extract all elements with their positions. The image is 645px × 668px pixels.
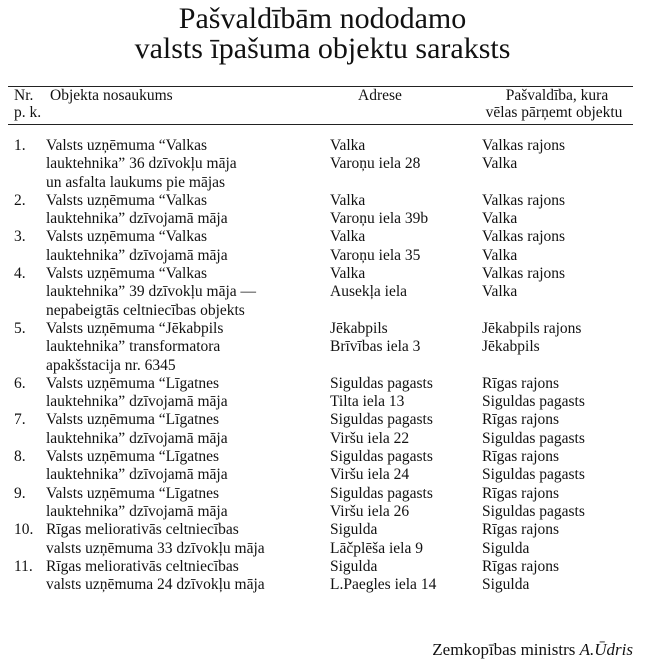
object-municipality: Siguldas pagasts: [482, 466, 585, 484]
object-municipality: Valka: [482, 283, 518, 301]
object-address: Viršu iela 24: [330, 466, 410, 484]
object-municipality: Siguldas pagasts: [482, 502, 585, 520]
table-row-line: [0, 155, 645, 173]
table-row: [0, 265, 645, 320]
row-number: 11.: [14, 557, 33, 575]
header-address: Adrese: [358, 87, 402, 104]
object-name: Valsts uzņēmuma “Valkas: [46, 265, 207, 283]
object-name: nepabeigtās celtniecības objekts: [46, 301, 245, 319]
header-nr: Nr.: [14, 87, 34, 104]
object-municipality: Sigulda: [482, 576, 530, 594]
object-municipality: Siguldas pagasts: [482, 429, 585, 447]
object-municipality: Valka: [482, 246, 518, 264]
table-row: [0, 558, 645, 595]
table-row-line: [0, 375, 645, 393]
table-row-line: [0, 540, 645, 558]
object-name: lauktehnika” dzīvojamā māja: [46, 210, 228, 228]
table-row-line: [0, 357, 645, 375]
object-municipality: Rīgas rajons: [482, 448, 560, 466]
table-row: [0, 320, 645, 375]
object-address: Jēkabpils: [330, 319, 388, 337]
object-address: Ausekļa iela: [330, 283, 408, 301]
row-number: 5.: [14, 319, 26, 337]
table-row-line: [0, 137, 645, 155]
table-row-line: [0, 411, 645, 429]
object-name: Valsts uzņēmuma “Līgatnes: [46, 484, 220, 502]
object-address: Brīvības iela 3: [330, 338, 421, 356]
table-row: [0, 448, 645, 485]
object-name: Valsts uzņēmuma “Valkas: [46, 191, 207, 209]
object-municipality: Jēkabpils: [482, 338, 540, 356]
signature: [432, 640, 633, 660]
object-address: Lāčplēša iela 9: [330, 539, 423, 557]
object-name: lauktehnika” dzīvojamā māja: [46, 429, 228, 447]
object-address: Siguldas pagasts: [330, 448, 433, 466]
object-name: lauktehnika” transformatora: [46, 338, 221, 356]
table-row: [0, 375, 645, 412]
table-row-line: [0, 320, 645, 338]
object-name: Valsts uzņēmuma “Līgatnes: [46, 374, 220, 392]
row-number: 3.: [14, 228, 26, 246]
table-row-line: [0, 338, 645, 356]
object-address: Siguldas pagasts: [330, 411, 433, 429]
signature-title: Zemkopības ministrs: [432, 640, 576, 659]
object-name: un asfalta laukums pie mājas: [46, 173, 226, 191]
object-municipality: Valkas rajons: [482, 137, 566, 154]
table-row: [0, 137, 645, 192]
table-row-line: [0, 228, 645, 246]
object-address: Valka: [330, 191, 366, 209]
object-name: valsts uzņēmuma 24 dzīvokļu māja: [46, 576, 265, 594]
object-address: Siguldas pagasts: [330, 484, 433, 502]
table-row-line: [0, 558, 645, 576]
object-name: lauktehnika” 36 dzīvokļu māja: [46, 155, 237, 173]
objects-table: [0, 137, 645, 594]
object-address: Sigulda: [330, 557, 378, 575]
header-municipality-line-1: Pašvaldība, kura: [505, 87, 609, 104]
object-municipality: Rīgas rajons: [482, 411, 560, 429]
object-name: Valsts uzņēmuma “Valkas: [46, 137, 207, 154]
object-address: Varoņu iela 39b: [330, 210, 429, 228]
object-address: L.Paegles iela 14: [330, 576, 437, 594]
table-row: [0, 411, 645, 448]
header-pk: p. k.: [14, 104, 42, 121]
object-municipality: Siguldas pagasts: [482, 393, 585, 411]
object-name: lauktehnika” dzīvojamā māja: [46, 466, 228, 484]
header-bottom-rule: [8, 124, 633, 125]
object-municipality: Sigulda: [482, 539, 530, 557]
object-address: Viršu iela 22: [330, 429, 410, 447]
object-name: Valsts uzņēmuma “Jēkabpils: [46, 319, 224, 337]
object-municipality: Rīgas rajons: [482, 557, 560, 575]
object-name: apakšstacija nr. 6345: [46, 356, 176, 374]
table-row-line: [0, 192, 645, 210]
object-municipality: Rīgas rajons: [482, 484, 560, 502]
object-municipality: Rīgas rajons: [482, 521, 560, 539]
object-municipality: Valkas rajons: [482, 265, 566, 283]
object-name: Valsts uzņēmuma “Valkas: [46, 228, 207, 246]
row-number: 4.: [14, 265, 26, 283]
object-name: lauktehnika” dzīvojamā māja: [46, 246, 228, 264]
object-municipality: Valkas rajons: [482, 191, 566, 209]
table-row-line: [0, 430, 645, 448]
object-name: lauktehnika” dzīvojamā māja: [46, 393, 228, 411]
object-name: Valsts uzņēmuma “Līgatnes: [46, 448, 220, 466]
object-address: Siguldas pagasts: [330, 374, 433, 392]
row-number: 10.: [14, 521, 34, 539]
object-municipality: Valkas rajons: [482, 228, 566, 246]
table-row-line: [0, 174, 645, 192]
object-address: Viršu iela 26: [330, 502, 410, 520]
table-row: [0, 192, 645, 229]
table-row-line: [0, 247, 645, 265]
row-number: 7.: [14, 411, 26, 429]
object-name: lauktehnika” dzīvojamā māja: [46, 502, 228, 520]
table-row-line: [0, 210, 645, 228]
row-number: 2.: [14, 191, 26, 209]
table-row-line: [0, 448, 645, 466]
object-municipality: Rīgas rajons: [482, 374, 560, 392]
object-address: Valka: [330, 137, 366, 154]
object-name: valsts uzņēmuma 33 dzīvokļu māja: [46, 539, 265, 557]
title-line-1: Pašvaldībām nododamo: [178, 2, 467, 35]
minister-name: A.Ūdris: [579, 640, 633, 659]
table-row-line: [0, 466, 645, 484]
object-address: Varoņu iela 35: [330, 246, 421, 264]
object-name: Rīgas meliorativās celtniecības: [46, 521, 239, 539]
object-address: Sigulda: [330, 521, 378, 539]
table-row-line: [0, 521, 645, 539]
table-row-line: [0, 576, 645, 594]
object-address: Tilta iela 13: [330, 393, 405, 411]
header-name: Objekta nosaukums: [50, 87, 173, 104]
title-line-2: valsts īpašuma objektu saraksts: [134, 32, 511, 65]
row-number: 8.: [14, 448, 26, 466]
object-address: Valka: [330, 265, 366, 283]
object-address: Valka: [330, 228, 366, 246]
object-name: lauktehnika” 39 dzīvokļu māja —: [46, 283, 257, 301]
table-row: [0, 521, 645, 558]
object-municipality: Valka: [482, 155, 518, 173]
header-municipality-line-2: vēlas pārņemt objektu: [485, 104, 623, 121]
object-name: Valsts uzņēmuma “Līgatnes: [46, 411, 220, 429]
table-row: [0, 485, 645, 522]
object-municipality: Valka: [482, 210, 518, 228]
row-number: 9.: [14, 484, 26, 502]
row-number: 1.: [14, 137, 26, 154]
table-row-line: [0, 302, 645, 320]
table-row-line: [0, 485, 645, 503]
object-municipality: Jēkabpils rajons: [482, 319, 582, 337]
document-title: [0, 4, 645, 64]
object-address: Varoņu iela 28: [330, 155, 421, 173]
table-row-line: [0, 283, 645, 301]
row-number: 6.: [14, 374, 26, 392]
table-row: [0, 228, 645, 265]
object-name: Rīgas meliorativās celtniecības: [46, 557, 239, 575]
table-row-line: [0, 393, 645, 411]
table-row-line: [0, 265, 645, 283]
table-row-line: [0, 503, 645, 521]
